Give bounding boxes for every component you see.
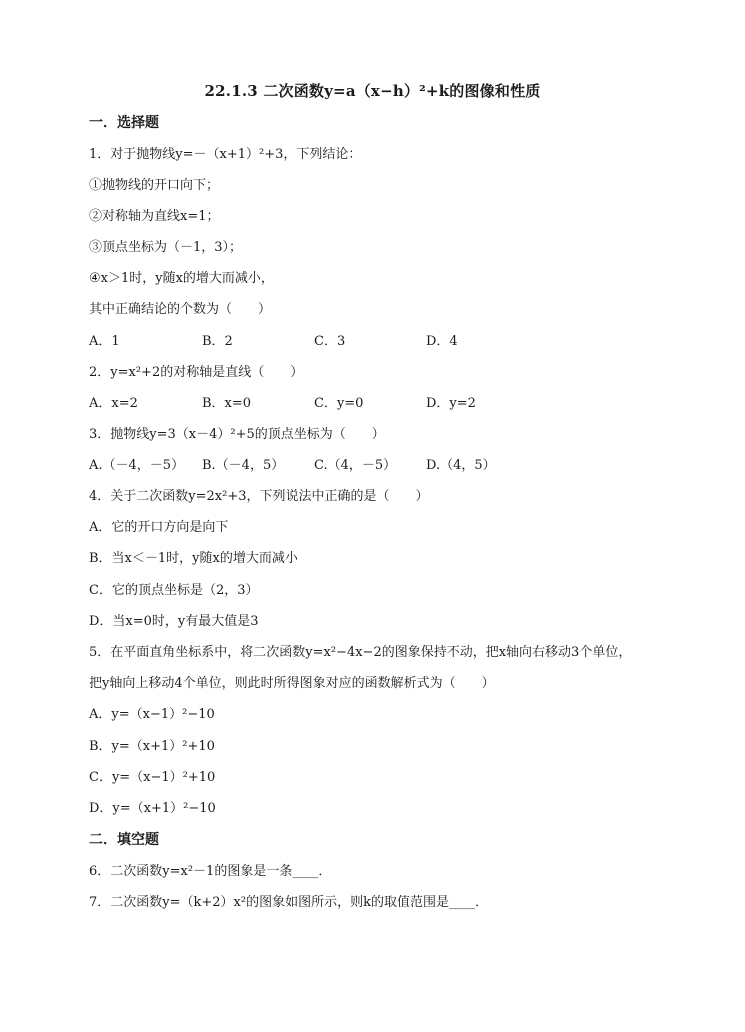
- q1-option-c: C．3: [314, 334, 346, 349]
- q1-option-d: D．4: [426, 334, 458, 349]
- q5-option-a: A．y=（x−1）²−10: [89, 707, 215, 722]
- page-title: 22.1.3 二次函数y=a（x−h）²+k的图像和性质: [204, 82, 541, 100]
- q1-option-a: A．1: [89, 334, 120, 349]
- q3-option-b: B.（－4，5）: [202, 458, 285, 473]
- q4-option-a: A．它的开口方向是向下: [89, 520, 229, 535]
- q5-stem-line-2: 把y轴向上移动4个单位，则此时所得图象对应的函数解析式为（ ）: [89, 676, 495, 691]
- q2-option-c: C．y=0: [314, 396, 364, 411]
- q2-stem: 2．y=x²+2的对称轴是直线（ ）: [89, 365, 304, 380]
- q2-option-b: B．x=0: [202, 396, 252, 411]
- q1-stem: 1．对于抛物线y=－（x+1）²+3，下列结论：: [89, 147, 362, 162]
- q5-stem-line-1: 5．在平面直角坐标系中，将二次函数y=x²−4x−2的图象保持不动，把x轴向右移动3个单位，: [89, 645, 632, 660]
- q4-option-b: B．当x＜－1时，y随x的增大而减小: [89, 551, 298, 566]
- q3-option-a: A.（－4，－5）: [89, 458, 185, 473]
- q3-option-c: C.（4，－5）: [314, 458, 397, 473]
- q4-option-c: C．它的顶点坐标是（2，3）: [89, 583, 259, 598]
- q5-option-d: D．y=（x+1）²−10: [89, 801, 216, 816]
- q4-option-d: D．当x=0时，y有最大值是3: [89, 614, 259, 629]
- q3-stem: 3．抛物线y=3（x－4）²+5的顶点坐标为（ ）: [89, 427, 385, 442]
- q1-conclusion-2: ②对称轴为直线x=1；: [89, 209, 220, 224]
- q1-conclusion-4: ④x＞1时，y随x的增大而减小，: [89, 271, 274, 286]
- q1-conclusion-3: ③顶点坐标为（－1，3）；: [89, 240, 243, 255]
- q1-option-b: B．2: [202, 334, 233, 349]
- section-heading-fill: 二．填空题: [89, 832, 159, 848]
- q1-conclusion-1: ①抛物线的开口向下；: [89, 178, 220, 193]
- q5-option-c: C．y=（x−1）²+10: [89, 770, 216, 785]
- q2-option-d: D．y=2: [426, 396, 476, 411]
- q3-option-d: D.（4，5）: [426, 458, 496, 473]
- q6-stem: 6．二次函数y=x²－1的图象是一条____．: [89, 864, 332, 879]
- section-heading-choice: 一．选择题: [89, 115, 159, 131]
- q7-stem: 7．二次函数y=（k+2）x²的图象如图所示，则k的取值范围是____．: [89, 895, 488, 910]
- q4-stem: 4．关于二次函数y=2x²+3，下列说法中正确的是（ ）: [89, 489, 429, 504]
- q1-question: 其中正确结论的个数为（ ）: [89, 302, 272, 317]
- q2-option-a: A．x=2: [89, 396, 138, 411]
- q5-option-b: B．y=（x+1）²+10: [89, 739, 215, 754]
